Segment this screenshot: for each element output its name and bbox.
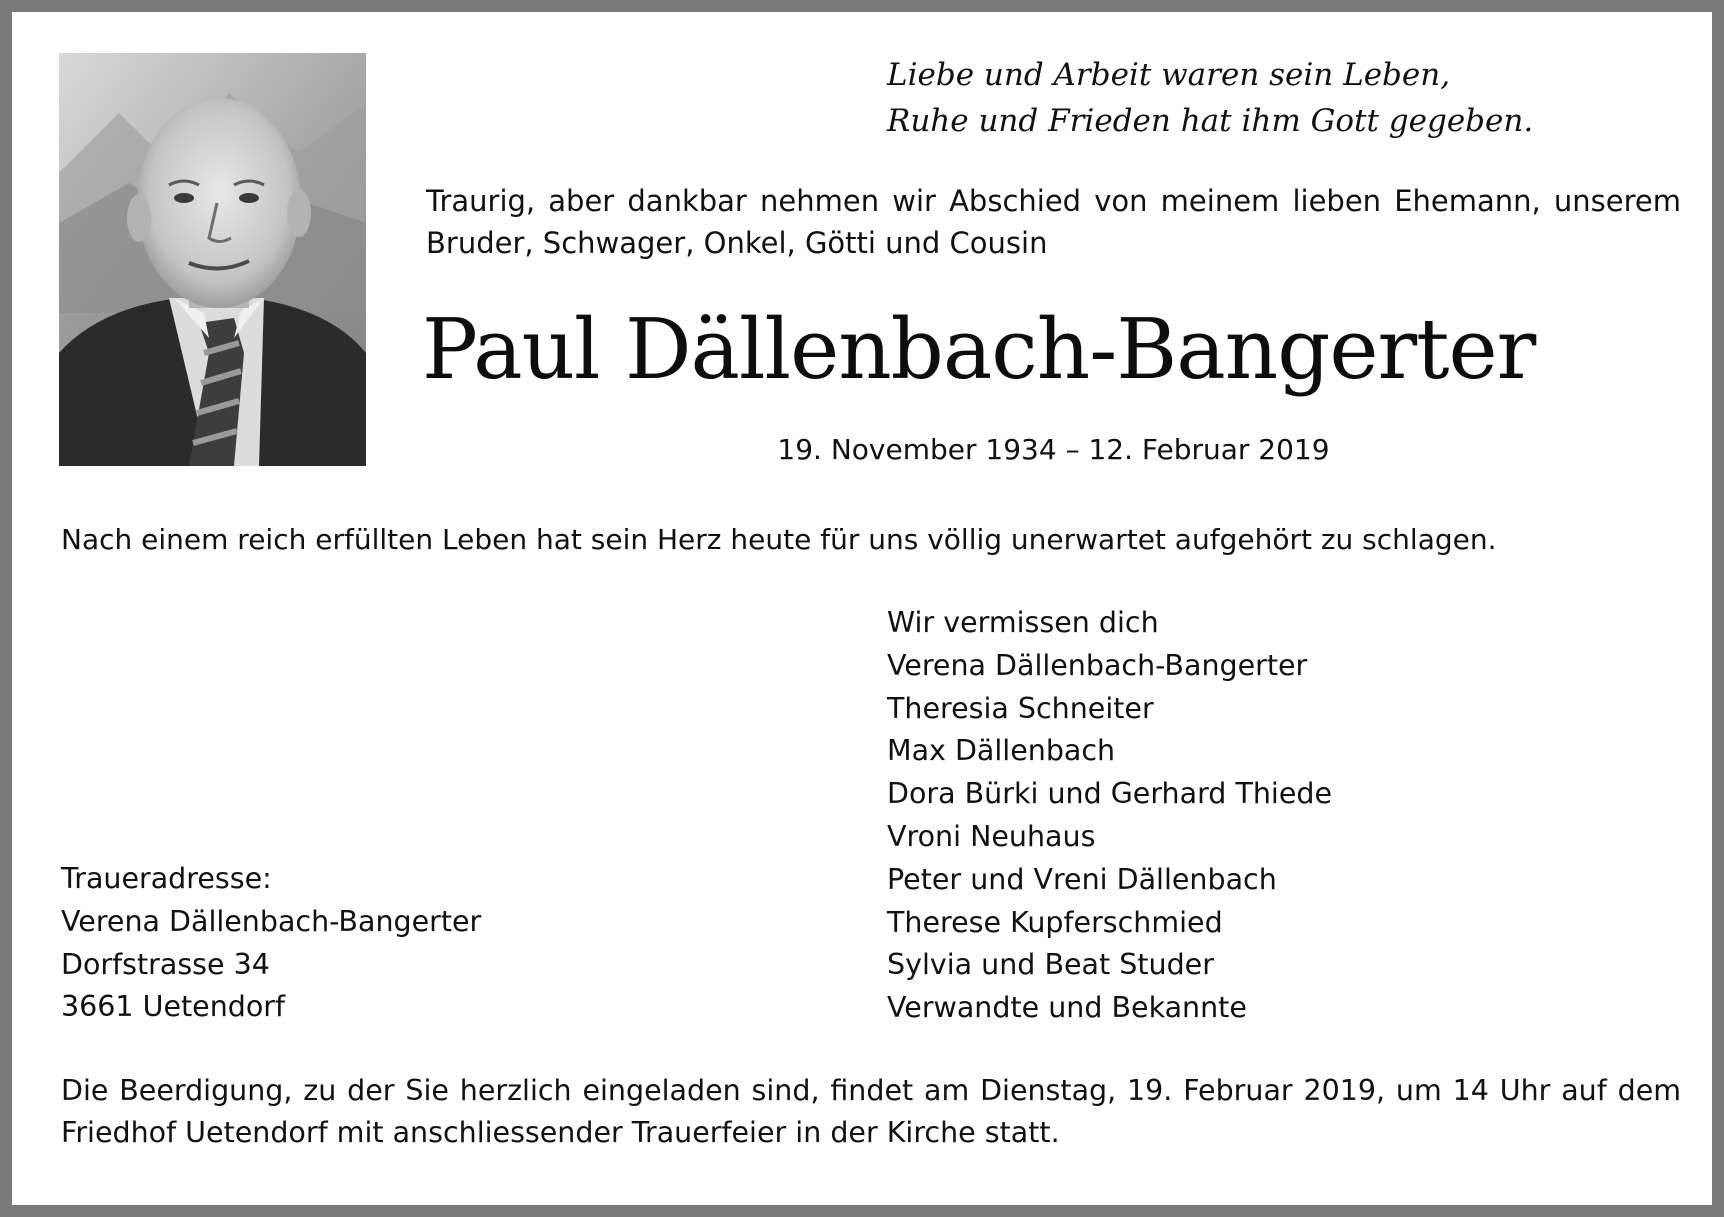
mourning-address: [61, 858, 481, 1029]
deceased-name: Paul Dällenbach-Bangerter: [422, 301, 1536, 398]
obituary-notice: [12, 12, 1712, 1205]
address-street: Dorfstrasse 34: [61, 947, 270, 981]
list-item: Dora Bürki und Gerhard Thiede: [887, 777, 1332, 811]
motto: [887, 52, 1533, 144]
list-item: Sylvia und Beat Studer: [887, 948, 1214, 982]
mourners-list: [887, 602, 1332, 1030]
motto-line: Ruhe und Frieden hat ihm Gott gegeben.: [887, 103, 1534, 139]
intro-text: Traurig, aber dankbar nehmen wir Abschied von meinem lieben Ehemann, unserem Bruder, Schwager, Onkel, Götti und Cousin: [426, 184, 1681, 260]
address-label: Traueradresse:: [61, 862, 272, 895]
funeral-info: Die Beerdigung, zu der Sie herzlich eingeladen sind, findet am Dienstag, 19. Februar 2019, um 14 Uhr auf dem Friedhof Uetendorf mit anschliessender Trauerfeier in der Kirche statt.: [61, 1074, 1681, 1149]
portrait-photo: [59, 53, 366, 466]
address-city: 3661 Uetendorf: [61, 990, 286, 1024]
list-item: Max Dällenbach: [887, 734, 1116, 768]
list-item: Theresia Schneiter: [887, 691, 1154, 725]
list-item: Therese Kupferschmied: [887, 905, 1223, 939]
list-item: Vroni Neuhaus: [887, 819, 1096, 853]
list-item: Verena Dällenbach-Bangerter: [887, 648, 1308, 682]
statement-text: Nach einem reich erfüllten Leben hat sein Herz heute für uns völlig unerwartet aufgehört zu schlagen.: [61, 523, 1497, 556]
life-dates: 19. November 1934 – 12. Februar 2019: [777, 433, 1330, 466]
address-name: Verena Dällenbach-Bangerter: [61, 904, 482, 938]
list-item: Wir vermissen dich: [887, 606, 1159, 639]
list-item: Peter und Vreni Dällenbach: [887, 862, 1277, 896]
motto-line: Liebe und Arbeit waren sein Leben,: [887, 57, 1451, 93]
list-item: Verwandte und Bekannte: [887, 991, 1247, 1025]
